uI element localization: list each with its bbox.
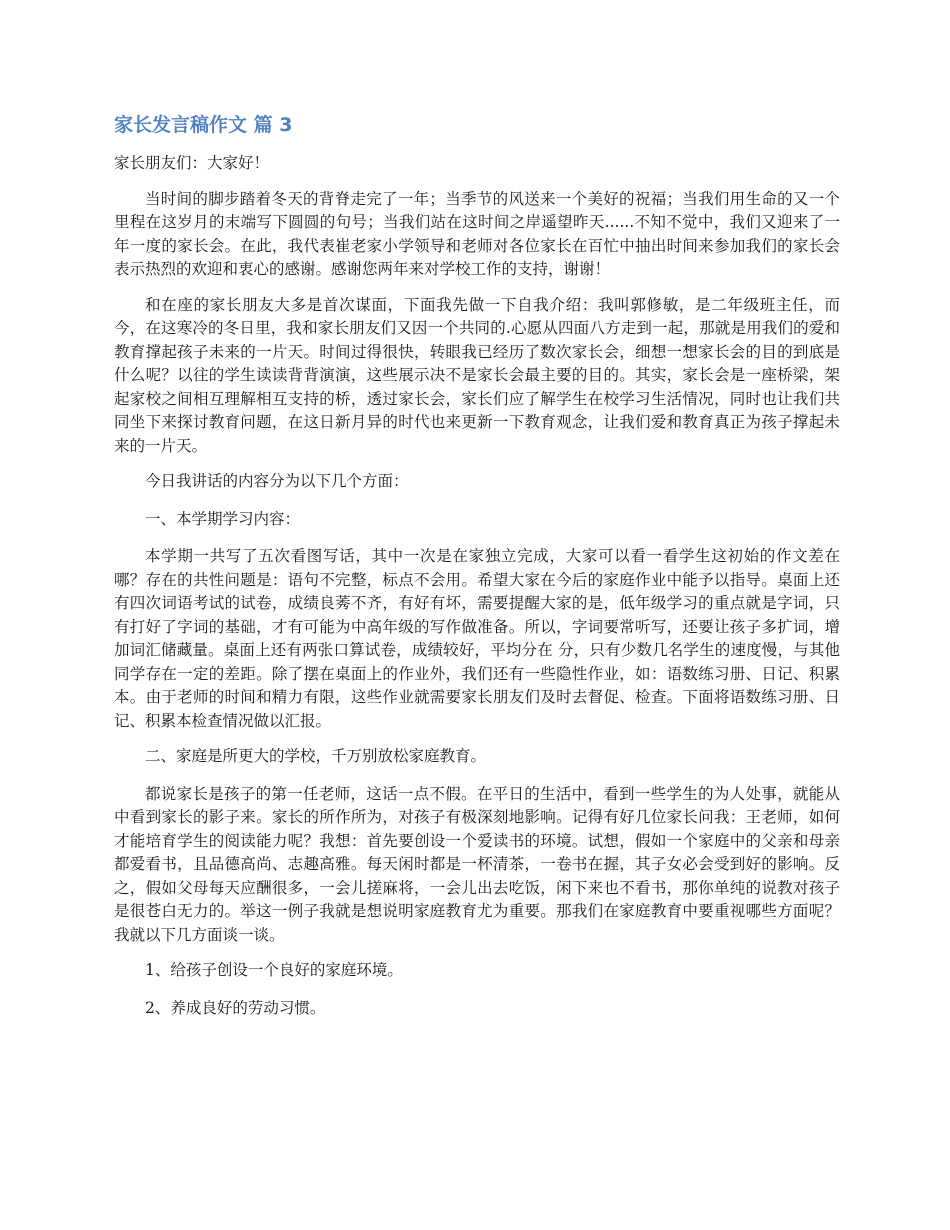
greeting-line: 家长朋友们：大家好！ — [114, 154, 270, 172]
document-title: 家长发言稿作文 篇 3 — [114, 114, 293, 136]
paragraph-learning-content: 本学期一共写了五次看图写话，其中一次是在家独立完成，大家可以看一看学生这初始的作文差在哪？存在的共性问题是：语句不完整，标点不会用。希望大家在今后的家庭作业中能予以指导。桌面上还有四次词语考试的试卷，成绩良莠不齐，有好有坏，需要提醒大家的是，低年级学习的重点就是字词，只有打好了字词的基础，才有可能为中高年级的写作做准备。所以，字词要常听写，还要让孩子多扩词，增加词汇储藏量。桌面上还有两张口算试卷，成绩较好，平均分在 分，只有少数几名学生的速度慢，与其他同学存在一定的差距。除了摆在桌面上的作业外，我们还有一些隐性作业，如：语数练习册、日记、积累本。由于老师的时间和精力有限，这些作业就需要家长朋友们及时去督促、检查。下面将语数练习册、日记、积累本检查情况做以汇报。 — [114, 547, 840, 730]
list-item-1: 1、给孩子创设一个良好的家庭环境。 — [145, 961, 403, 979]
section-heading-2: 二、家庭是所更大的学校，千万别放松家庭教育。 — [145, 747, 487, 765]
document-page — [114, 112, 840, 1034]
section-heading-1: 一、本学期学习内容： — [145, 509, 301, 528]
paragraph-outline: 今日我讲话的内容分为以下几个方面： — [145, 472, 409, 490]
list-item-2: 2、养成良好的劳动习惯。 — [145, 998, 326, 1017]
paragraph-family-education: 都说家长是孩子的第一任老师，这话一点不假。在平日的生活中，看到一些学生的为人处事，就能从中看到家长的影子来。家长的所作所为，对孩子有极深刻地影响。记得有好几位家长问我：王老师，如何才能培育学生的阅读能力呢？我想：首先要创设一个爱读书的环境。试想，假如一个家庭中的父亲和母亲都爱看书，且品德高尚、志趣高雅。每天闲时都是一杯清茶，一卷书在握，其子女必会受到好的影响。反之，假如父母每天应酬很多，一会儿搓麻将，一会儿出去吃饭，闲下来也不看书，那你单纯的说教对孩子是很苍白无力的。举这一例子我就是想说明家庭教育尤为重要。那我们在家庭教育中要重视哪些方面呢？我就以下几方面谈一谈。 — [114, 784, 840, 944]
paragraph-self-introduction: 和在座的家长朋友大多是首次谋面，下面我先做一下自我介绍：我叫郭修敏，是二年级班主任，而今，在这寒冷的冬日里，我和家长朋友们又因一个共同的.心愿从四面八方走到一起，那就是用我们的爱和教育撑起孩子未来的一片天。时间过得很快，转眼我已经历了数次家长会，细想一想家长会的目的到底是什么呢？以往的学生读读背背演演，这些展示决不是家长会最主要的目的。其实，家长会是一座桥梁，架起家校之间相互理解相互支持的桥，透过家长会，家长们应了解学生在校学习生活情况，同时也让我们共同坐下来探讨教育问题，在这日新月异的时代也来更新一下教育观念，让我们爱和教育真正为孩子撑起未来的一片天。 — [114, 295, 840, 455]
paragraph-opening: 当时间的脚步踏着冬天的背脊走完了一年；当季节的风送来一个美好的祝福；当我们用生命的又一个里程在这岁月的末端写下圆圆的句号；当我们站在这时间之岸遥望昨天......不知不觉中，我们又迎来了一年一度的家长会。在此，我代表崔老家小学领导和老师对各位家长在百忙中抽出时间来参加我们的家长会表示热烈的欢迎和衷心的感谢。感谢您两年来对学校工作的支持，谢谢！ — [114, 189, 840, 278]
